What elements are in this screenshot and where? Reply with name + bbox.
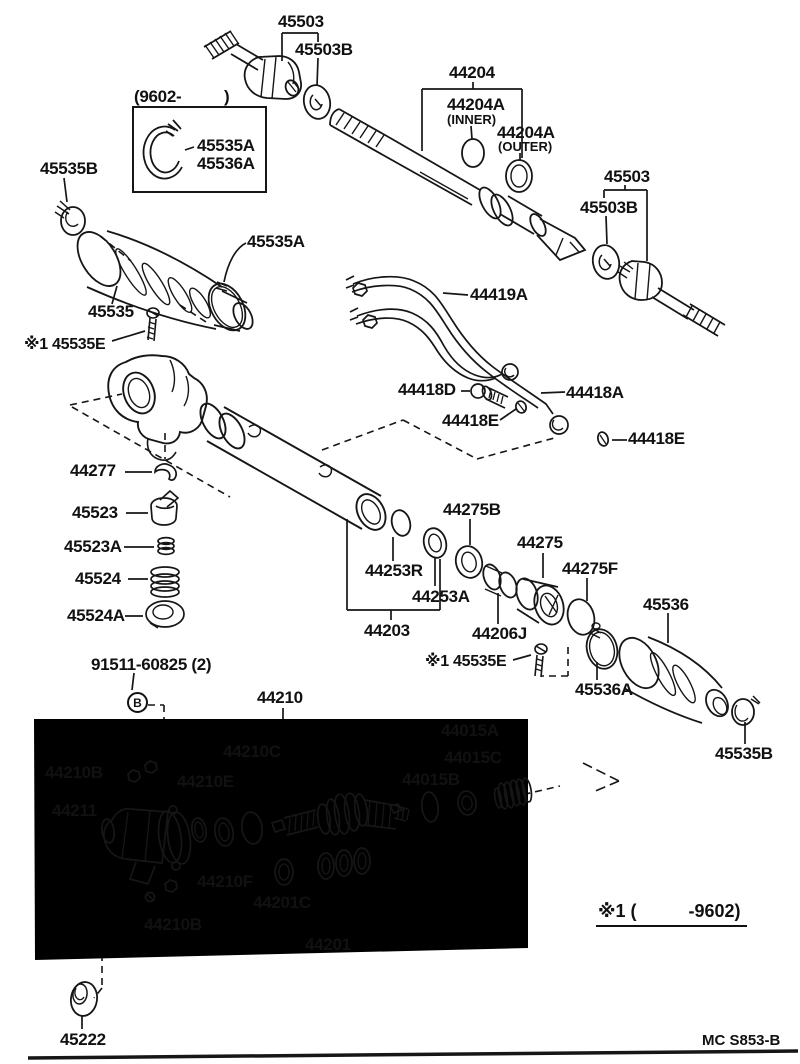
part-label-45222: 45222 bbox=[60, 1030, 106, 1049]
part-label-45535A-mid: 45535A bbox=[247, 232, 305, 251]
part-label-44275F: 44275F bbox=[562, 559, 618, 578]
boot-clamp-45535B-left-drawing bbox=[55, 201, 85, 235]
part-label-45523A: 45523A bbox=[64, 537, 122, 556]
part-label-44206J: 44206J bbox=[472, 624, 527, 643]
part-label-45503B-right: 45503B bbox=[580, 198, 638, 217]
part-label-44253A: 44253A bbox=[412, 587, 470, 606]
part-label-45535A-box: 45535A bbox=[197, 136, 255, 155]
oring-44204A-inner bbox=[462, 139, 484, 167]
part-label-45523: 45523 bbox=[72, 503, 118, 522]
figure-code: MC S853-B bbox=[702, 1032, 781, 1049]
part-label-44419A: 44419A bbox=[470, 285, 528, 304]
part-label-44210C: 44210C bbox=[223, 742, 281, 761]
part-label-44015C: 44015C bbox=[444, 748, 502, 767]
part-label-44204A-outer: 44204A bbox=[497, 123, 555, 142]
part-sublabel-inner: (INNER) bbox=[447, 112, 497, 127]
note-gap bbox=[637, 901, 689, 922]
part-sublabel-outer: (OUTER) bbox=[498, 139, 553, 154]
production-period-note bbox=[596, 901, 747, 927]
part-label-45535: 45535 bbox=[88, 302, 134, 321]
spring-seat-45523 bbox=[151, 491, 178, 525]
part-label-44204: 44204 bbox=[449, 63, 495, 82]
bolt-45535E-middle-drawing bbox=[535, 644, 547, 677]
part-label-44253R: 44253R bbox=[365, 561, 423, 580]
mount-parts-drawing bbox=[146, 464, 184, 628]
part-label-45503B-top: 45503B bbox=[295, 40, 353, 59]
part-label-44418A: 44418A bbox=[566, 383, 624, 402]
seal-44275B bbox=[452, 543, 485, 581]
part-label-45535E-mid: ※1 45535E bbox=[425, 653, 507, 670]
part-label-44204A-inner: 44204A bbox=[447, 95, 505, 114]
note-suffix: -9602) bbox=[688, 901, 741, 921]
grommet-44277 bbox=[155, 464, 176, 480]
part-label-45524A: 45524A bbox=[67, 606, 125, 625]
part-label-44277: 44277 bbox=[70, 461, 116, 480]
part-label-44015A: 44015A bbox=[441, 721, 499, 740]
part-label-44210F: 44210F bbox=[197, 872, 253, 891]
part-label-44211: 44211 bbox=[52, 801, 97, 820]
note-prefix: ※1 ( bbox=[598, 901, 637, 921]
part-label-45503-top: 45503 bbox=[278, 12, 324, 31]
part-label-45536A-box: 45536A bbox=[197, 154, 255, 173]
part-label-45524: 45524 bbox=[75, 569, 121, 588]
steering-rack-boot-right-drawing bbox=[611, 631, 760, 725]
part-label-91511: 91511-60825 (2) bbox=[91, 655, 212, 674]
part-label-44418E-right: 44418E bbox=[628, 429, 685, 448]
part-label-44275: 44275 bbox=[517, 533, 563, 552]
part-label-45535E-left: ※1 45535E bbox=[24, 336, 106, 353]
part-label-44275B: 44275B bbox=[443, 500, 501, 519]
part-label-44210: 44210 bbox=[257, 688, 303, 707]
period-box-open: (9602- bbox=[134, 87, 182, 106]
part-label-45536A: 45536A bbox=[575, 680, 633, 699]
part-label-45535B-left: 45535B bbox=[40, 159, 98, 178]
part-label-44210E: 44210E bbox=[177, 772, 234, 791]
part-label-44015B: 44015B bbox=[402, 770, 460, 789]
part-label-44418E-left: 44418E bbox=[442, 411, 499, 430]
part-label-44203: 44203 bbox=[364, 621, 410, 640]
inner-tie-rod-right-drawing bbox=[590, 243, 725, 336]
part-label-44210B-top: 44210B bbox=[45, 763, 103, 782]
bottom-rule bbox=[28, 1051, 798, 1058]
part-label-44201: 44201 bbox=[305, 935, 351, 954]
grommet-45222-drawing bbox=[69, 980, 99, 1017]
part-label-44201C: 44201C bbox=[253, 893, 311, 912]
period-box-close: ) bbox=[224, 87, 230, 106]
ring-44253R bbox=[389, 508, 413, 538]
circled-b-marker: B bbox=[127, 692, 148, 713]
part-label-44418D: 44418D bbox=[398, 380, 456, 399]
part-label-44210B-bottom: 44210B bbox=[144, 915, 202, 934]
part-label-45535B-right: 45535B bbox=[715, 744, 773, 763]
part-label-45536: 45536 bbox=[643, 595, 689, 614]
seal-44253A bbox=[420, 526, 449, 561]
part-label-45503-right: 45503 bbox=[604, 167, 650, 186]
